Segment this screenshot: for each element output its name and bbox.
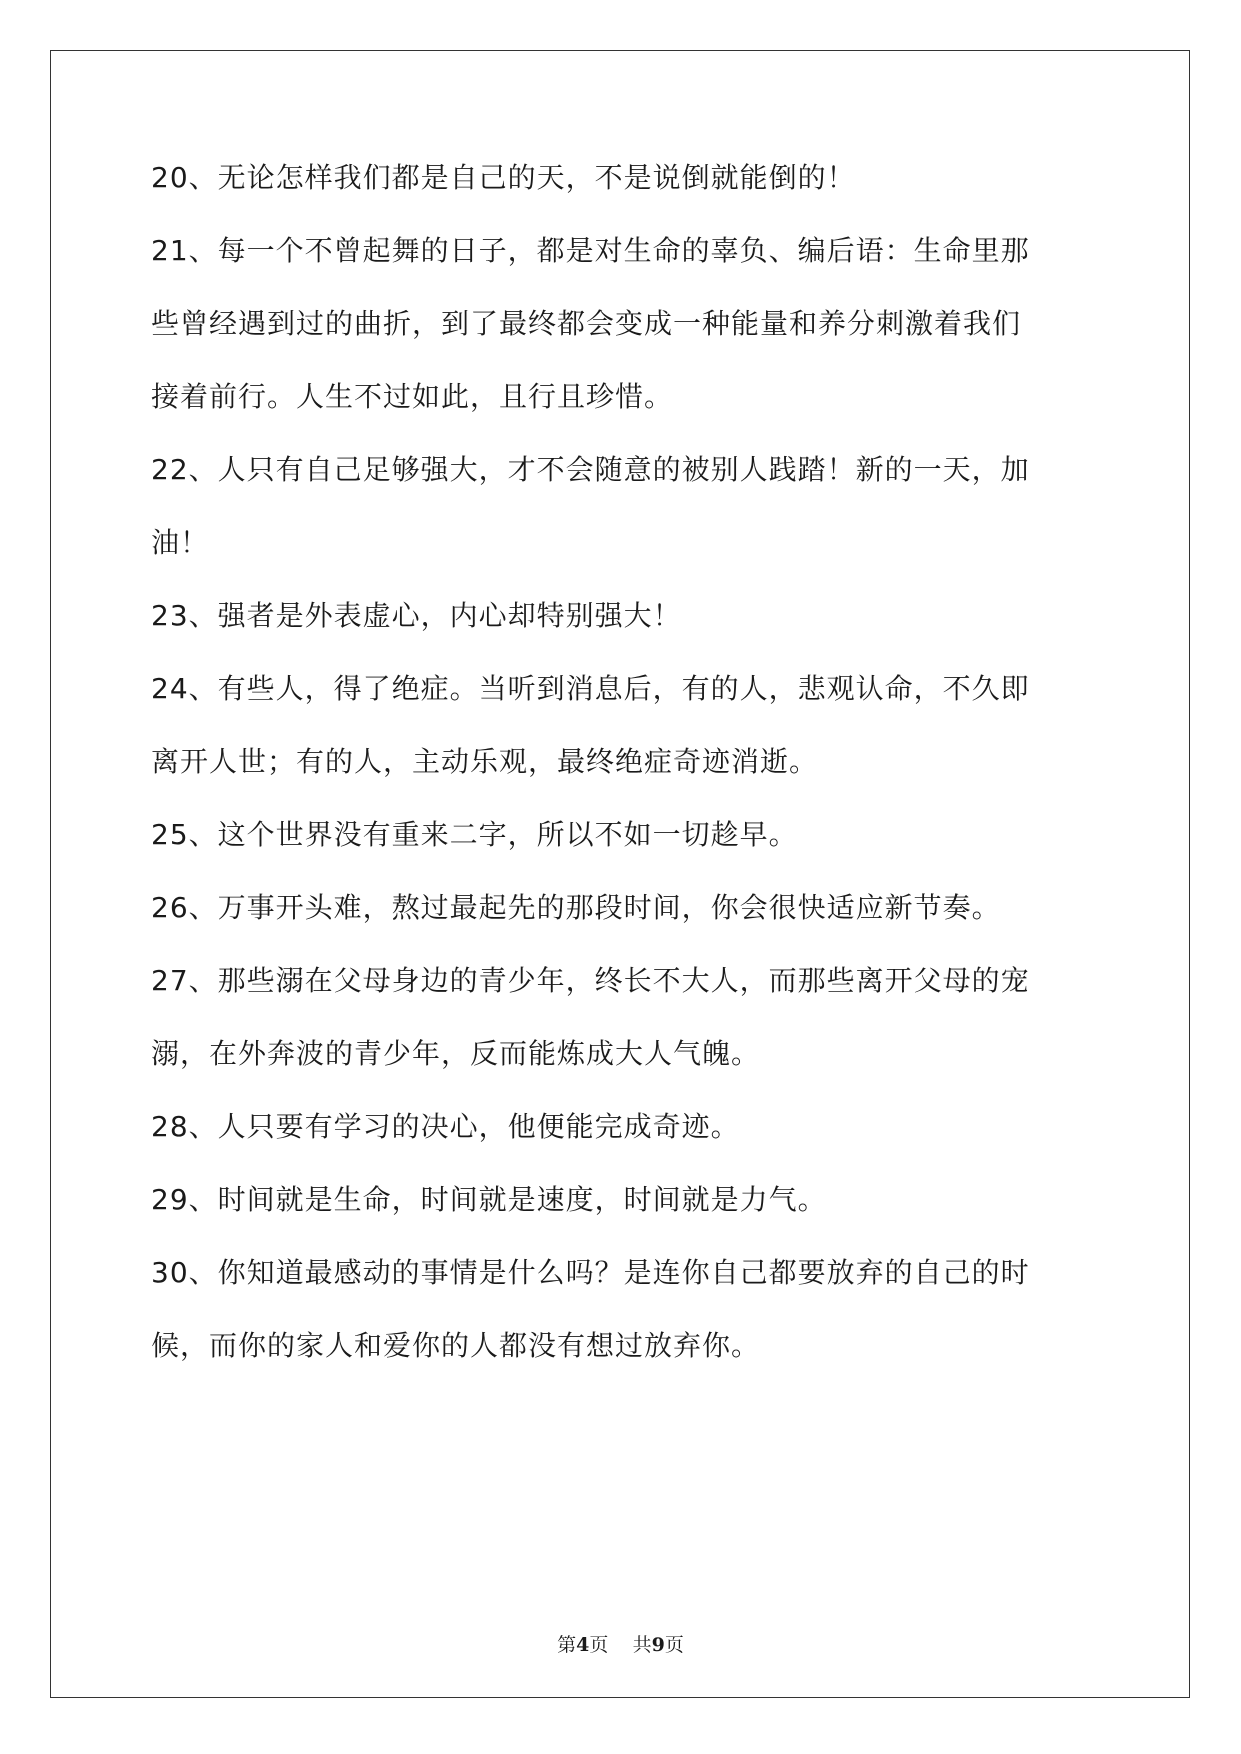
footer-total-label: 页 — [664, 1634, 684, 1656]
text-line: 接着前行。人生不过如此，且行且珍惜。 — [151, 380, 674, 413]
footer-total-prefix: 共 — [632, 1634, 652, 1656]
text-line: 些曾经遇到过的曲折，到了最终都会变成一种能量和养分刺激着我们 — [151, 307, 1022, 340]
text-line: 24、有些人，得了绝症。当听到消息后，有的人，悲观认命，不久即 — [151, 672, 1030, 705]
text-line: 23、强者是外表虚心，内心却特别强大！ — [151, 599, 682, 632]
text-line: 22、人只有自己足够强大，才不会随意的被别人践踏！新的一天，加 — [151, 453, 1030, 486]
text-line: 26、万事开头难，熬过最起先的那段时间，你会很快适应新节奏。 — [151, 891, 1001, 924]
text-line: 25、这个世界没有重来二字，所以不如一切趁早。 — [151, 818, 798, 851]
current-page-number: 4 — [576, 1634, 590, 1656]
text-line: 21、每一个不曾起舞的日子，都是对生命的辜负、编后语：生命里那 — [151, 234, 1030, 267]
footer-prefix: 第 — [557, 1634, 577, 1656]
page-border — [50, 50, 1190, 1698]
text-line: 候，而你的家人和爱你的人都没有想过放弃你。 — [151, 1329, 761, 1362]
text-line: 油！ — [151, 526, 210, 559]
text-line: 离开人世；有的人，主动乐观，最终绝症奇迹消逝。 — [151, 745, 819, 778]
page-footer — [0, 1630, 1241, 1657]
footer-page-label: 页 — [589, 1634, 609, 1656]
text-line: 30、你知道最感动的事情是什么吗？是连你自己都要放弃的自己的时 — [151, 1256, 1030, 1289]
text-line: 20、无论怎样我们都是自己的天，不是说倒就能倒的！ — [151, 161, 856, 194]
text-line: 28、人只要有学习的决心，他便能完成奇迹。 — [151, 1110, 740, 1143]
text-line: 29、时间就是生命，时间就是速度，时间就是力气。 — [151, 1183, 827, 1216]
text-line: 溺，在外奔波的青少年，反而能炼成大人气魄。 — [151, 1037, 761, 1070]
total-pages-number: 9 — [651, 1634, 665, 1656]
text-line: 27、那些溺在父母身边的青少年，终长不大人，而那些离开父母的宠 — [151, 964, 1030, 997]
